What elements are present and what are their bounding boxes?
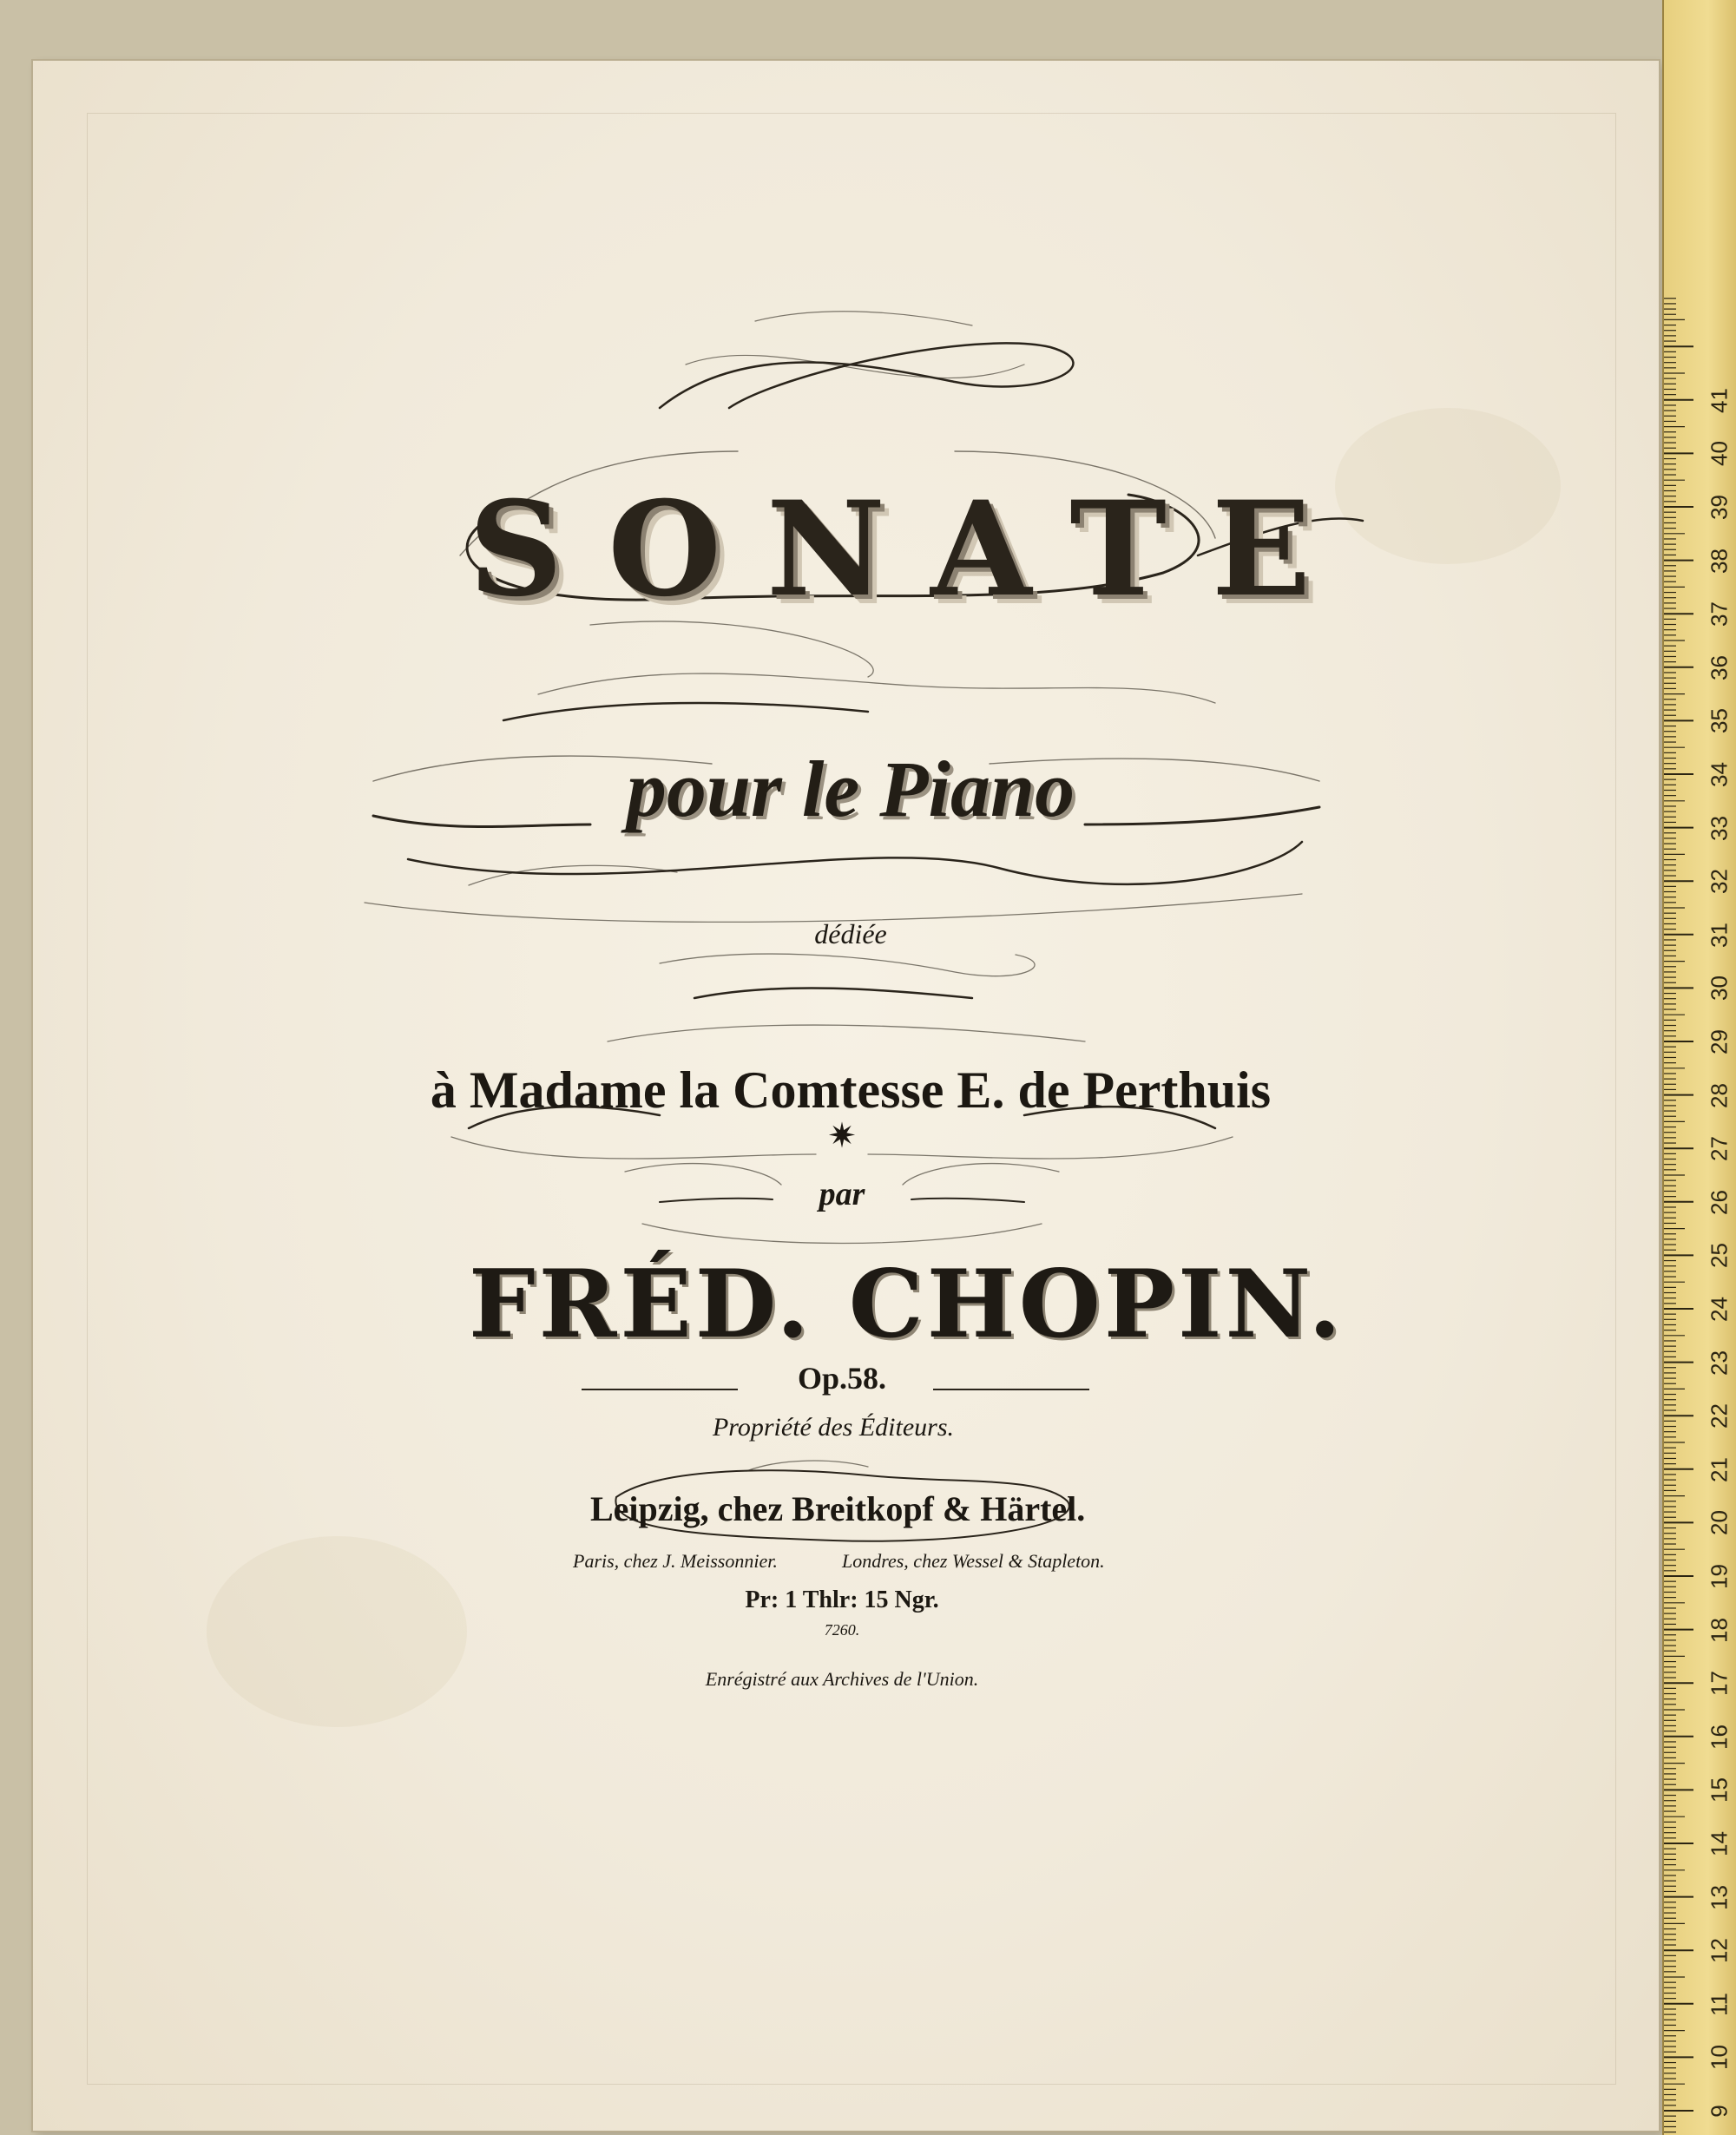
dedication-intro: dédiée	[814, 918, 887, 949]
ruler-label: 25	[1706, 1243, 1733, 1269]
ruler-label: 11	[1706, 1992, 1733, 2016]
paris-agent: Paris, chez J. Meissonnier.	[573, 1550, 778, 1572]
flourish-middle	[538, 673, 1215, 703]
ruler-label: 28	[1706, 1082, 1733, 1108]
rights-notice: Propriété des Éditeurs.	[712, 1413, 954, 1442]
ruler-label: 31	[1706, 922, 1733, 948]
ruler-label: 37	[1706, 601, 1733, 627]
flourish-top	[755, 312, 972, 325]
ruler-label: 19	[1706, 1564, 1733, 1589]
page-title: SONATE	[469, 473, 1357, 626]
ruler-label: 20	[1706, 1510, 1733, 1536]
ruler-label: 24	[1706, 1297, 1733, 1322]
flourish-middle	[469, 865, 677, 885]
star-ornament: ✷	[827, 1116, 857, 1155]
flourish-top	[660, 343, 1073, 408]
subtitle: pour le Piano	[626, 745, 1075, 833]
ruler-label: 23	[1706, 1350, 1733, 1376]
ruler-label: 32	[1706, 869, 1733, 895]
ruler-label: 30	[1706, 976, 1733, 1002]
price: Pr: 1 Thlr: 15 Ngr.	[745, 1586, 939, 1613]
ruler-label: 33	[1706, 815, 1733, 841]
flourish-top	[686, 355, 1024, 378]
registration-note: Enrégistré aux Archives de l'Union.	[705, 1668, 979, 1690]
ruler-label: 12	[1706, 1938, 1733, 1964]
ruler-label: 40	[1706, 441, 1733, 467]
composer-name: FRÉD. CHOPIN.	[469, 1250, 1345, 1359]
ruler-ticks	[1664, 0, 1736, 2135]
publisher: Leipzig, chez Breitkopf & Härtel.	[590, 1489, 1086, 1528]
ruler-label: 17	[1706, 1671, 1733, 1697]
opus-number: Op.58.	[797, 1361, 887, 1396]
plate-number: 7260.	[824, 1621, 860, 1639]
opus-rule-right	[933, 1389, 1089, 1390]
ruler-label: 21	[1706, 1456, 1733, 1482]
flourish-middle	[503, 703, 868, 720]
opus-rule-left	[582, 1389, 738, 1390]
ruler-label: 13	[1706, 1884, 1733, 1910]
ruler-label: 10	[1706, 2045, 1733, 2071]
par-flourish	[642, 1224, 1042, 1244]
par-flourish	[903, 1164, 1059, 1185]
ruler-label: 14	[1706, 1831, 1733, 1856]
ruler-label: 27	[1706, 1136, 1733, 1162]
ruler-label: 18	[1706, 1617, 1733, 1643]
flourish-lower	[694, 988, 972, 998]
dedication: à Madame la Comtesse E. de Perthuis	[430, 1061, 1272, 1119]
london-agent: Londres, chez Wessel & Stapleton.	[842, 1550, 1105, 1572]
flourish-middle	[408, 842, 1302, 884]
ruler-label: 22	[1706, 1403, 1733, 1429]
ruler-label: 41	[1706, 387, 1733, 413]
dedication-swash	[451, 1137, 816, 1159]
ruler-label: 15	[1706, 1777, 1733, 1803]
flourish-middle	[590, 621, 873, 677]
par-flourish	[660, 1199, 773, 1202]
par-flourish	[911, 1199, 1024, 1202]
measuring-ruler	[1662, 0, 1736, 2135]
dedication-swash	[868, 1137, 1233, 1159]
ruler-label: 29	[1706, 1029, 1733, 1054]
ruler-label: 34	[1706, 762, 1733, 787]
ruler-label: 16	[1706, 1724, 1733, 1750]
ruler-label: 39	[1706, 495, 1733, 520]
ruler-label: 38	[1706, 548, 1733, 574]
flourish-lower	[608, 1025, 1085, 1041]
ruler-label: 36	[1706, 654, 1733, 680]
ruler-label: 9	[1706, 2105, 1733, 2118]
ruler-label: 35	[1706, 708, 1733, 734]
ruler-label: 26	[1706, 1189, 1733, 1215]
par-flourish	[625, 1164, 781, 1185]
flourish-lower	[660, 954, 1035, 976]
by-label: par	[819, 1176, 865, 1212]
